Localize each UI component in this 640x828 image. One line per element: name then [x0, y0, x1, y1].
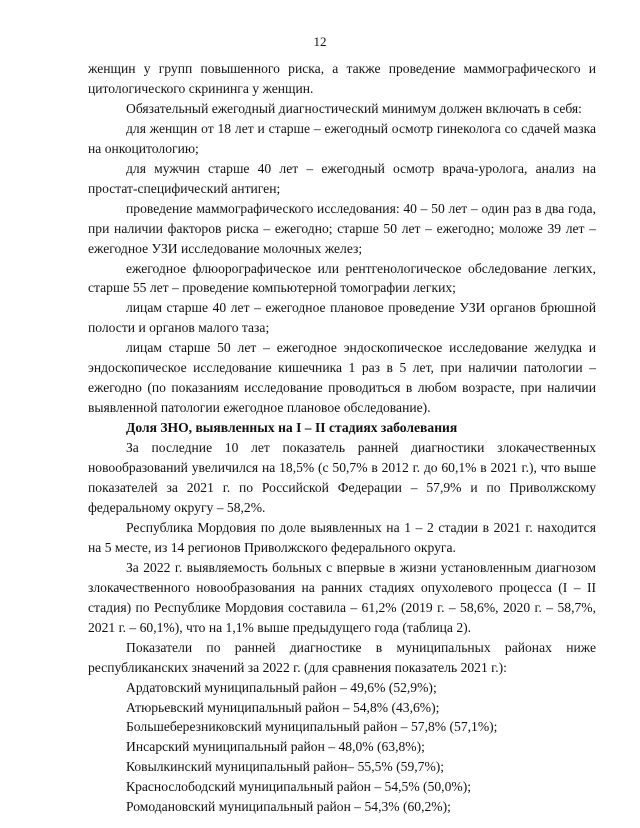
paragraph: Показатели по ранней диагностике в муниципальных районах ниже республиканских значений за 2022 г. (для сравнения показатель 2021 г.):	[88, 639, 596, 675]
paragraph: За последние 10 лет показатель ранней диагностики злокачественных новообразований увеличился на 18,5% (с 50,7% в 2012 г. до 60,1% в 2021 г.), что выше показателей за 2021 г. по Российской Федерации – 57,9% и по Приволжскому федеральному округу – 58,2%.	[88, 440, 596, 515]
paragraph: Инсарский муниципальный район – 48,0% (63,8%);	[126, 739, 425, 755]
paragraph: За 2022 г. выявляемость больных с впервые в жизни установленным диагнозом злокачественного новообразования на ранних стадиях опухолевого процесса (I – II стадия) по Республике Мордовия составила – 61,2% (2019 г. – 58,6%, 2020 г. – 58,7%, 2021 г. – 60,1%), что на 1,1% выше предыдущего года (таблица 2).	[88, 559, 596, 635]
paragraph: Краснослободский муниципальный район – 54,5% (50,0%);	[126, 779, 471, 795]
paragraph: Ромодановский муниципальный район – 54,3% (60,2%);	[126, 799, 451, 815]
document-body	[88, 59, 596, 817]
section-heading: Доля ЗНО, выявленных на I – II стадиях заболевания	[126, 420, 458, 436]
paragraph: проведение маммографического исследования: 40 – 50 лет – один раз в два года, при наличии факторов риска – ежегодно; старше 50 лет – ежегодно; моложе 39 лет – ежегодное УЗИ исследование молочных желез;	[88, 200, 596, 256]
paragraph: женщин у групп повышенного риска, а также проведение маммографического и цитологического скрининга у женщин.	[88, 61, 596, 96]
paragraph: лицам старше 40 лет – ежегодное плановое проведение УЗИ органов брюшной полости и органов малого таза;	[88, 300, 596, 336]
paragraph: для женщин от 18 лет и старше – ежегодный осмотр гинеколога со сдачей мазка на онкоцитологию;	[88, 120, 596, 156]
paragraph: ежегодное флюорографическое или рентгенологическое обследование легких, старше 55 лет – проведение компьютерной томографии легких;	[88, 260, 596, 296]
paragraph: Обязательный ежегодный диагностический минимум должен включать в себя:	[126, 100, 582, 116]
paragraph: лицам старше 50 лет – ежегодное эндоскопическое исследование желудка и эндоскопическое исследование кишечника 1 раз в 5 лет, при наличии патологии – ежегодно (по показаниям исследование проводиться в любом возрасте, при наличии выявленной патологии ежегодное плановое обследование).	[88, 340, 596, 416]
paragraph: для мужчин старше 40 лет – ежегодный осмотр врача-уролога, анализ на простат-специфический антиген;	[88, 160, 596, 196]
paragraph: Атюрьевский муниципальный район – 54,8% (43,6%);	[126, 699, 440, 715]
paragraph: Ардатовский муниципальный район – 49,6% (52,9%);	[126, 679, 437, 695]
paragraph: Республика Мордовия по доле выявленных на 1 – 2 стадии в 2021 г. находится на 5 месте, из 14 регионов Приволжского федерального округа.	[88, 519, 596, 555]
page-number: 12	[313, 34, 327, 49]
paragraph: Большеберезниковский муниципальный район – 57,8% (57,1%);	[126, 719, 498, 735]
paragraph: Ковылкинский муниципальный район– 55,5% (59,7%);	[126, 759, 445, 775]
